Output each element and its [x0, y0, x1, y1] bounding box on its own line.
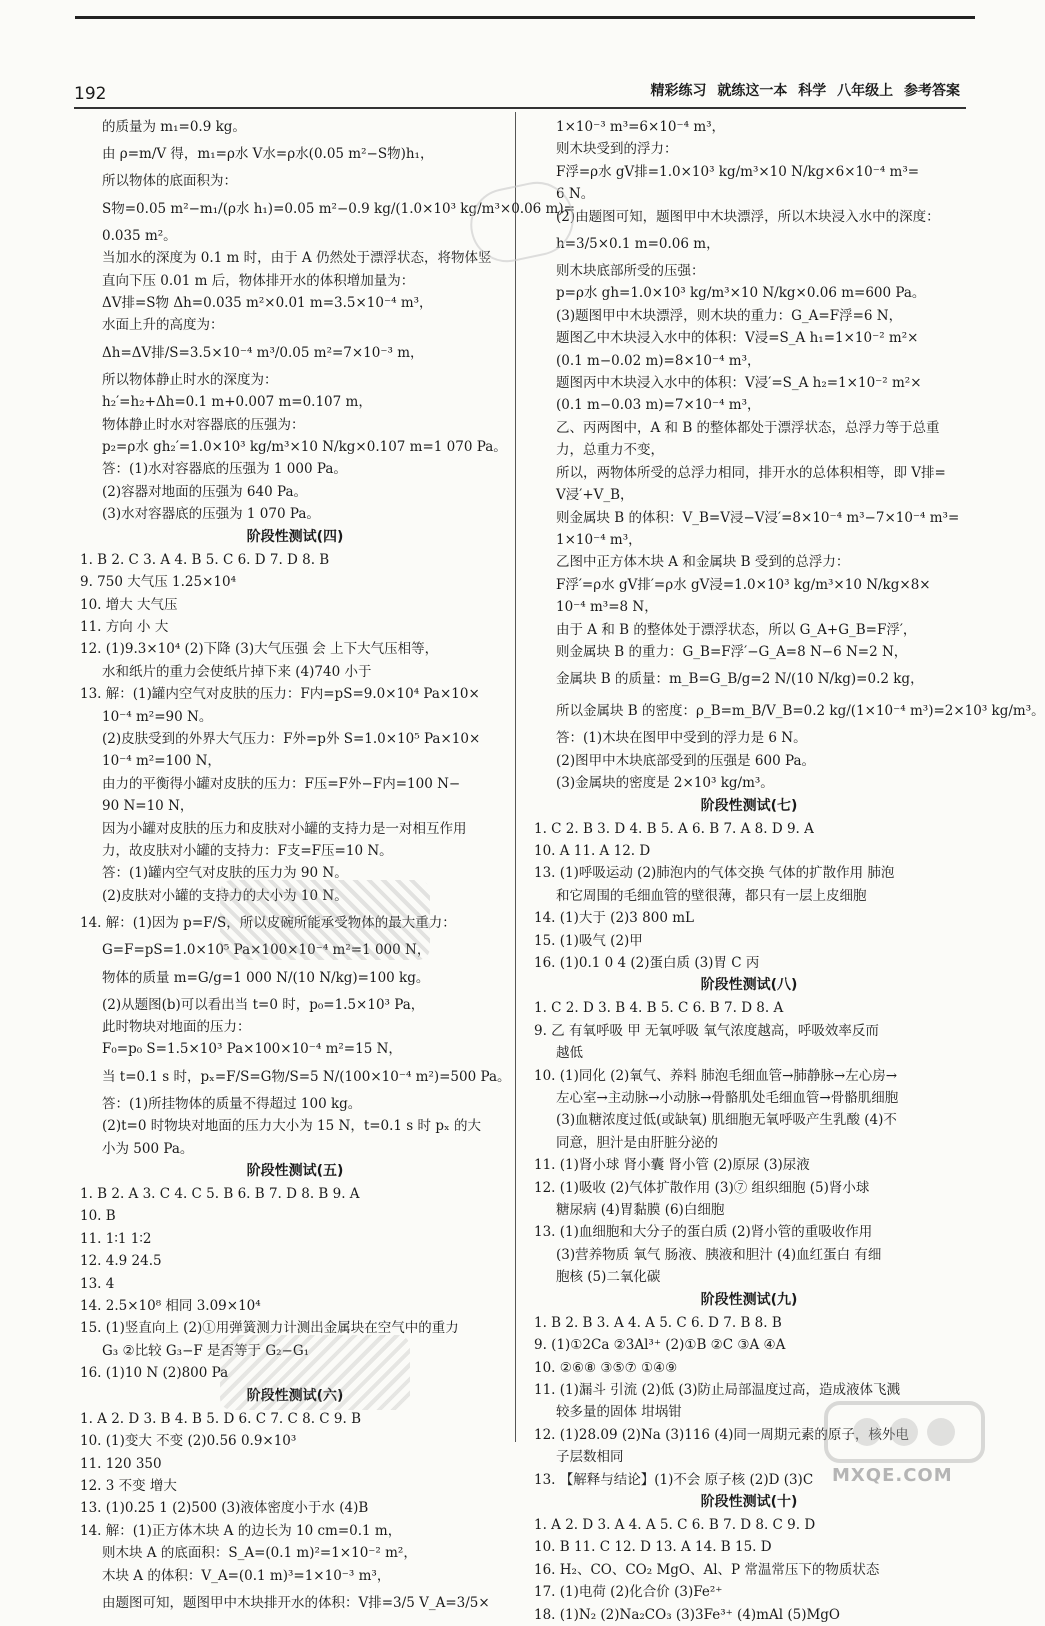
answer-line: (2)容器对地面的压强为 640 Pa。	[102, 483, 307, 500]
answer-line: 6 N。	[556, 186, 595, 203]
answer-line: 10. ②⑥⑧ ③⑤⑦ ①④⑨	[534, 1359, 678, 1376]
answer-line: ΔV排=S物 Δh=0.035 m²×0.01 m=3.5×10⁻⁴ m³，	[102, 295, 433, 312]
answer-line: 14. 解：(1)因为 p=F/S，所以皮碗所能承受物体的最大重力：	[80, 915, 456, 932]
answer-line: 较多量的固体 坩埚钳	[556, 1404, 682, 1421]
answer-line: 力，总重力不变，	[556, 442, 664, 459]
answer-line: 则木块 A 的底面积：S_A=(0.1 m)²=1×10⁻² m²，	[102, 1545, 417, 1562]
answer-line: 12. (1)9.3×10⁴ (2)下降 (3)大气压强 会 上下大气压相等，	[80, 641, 439, 658]
column-divider	[515, 112, 516, 1442]
answer-line: (2)从题图(b)可以看出当 t=0 时，p₀=1.5×10³ Pa，	[102, 996, 425, 1013]
answer-line: S物=0.05 m²−m₁/(ρ水 h₁)=0.05 m²−0.9 kg/(1.0×10³ kg/m³×0.06 m)=	[102, 200, 575, 217]
answer-line: Δh=ΔV排/S=3.5×10⁻⁴ m³/0.05 m²=7×10⁻³ m，	[102, 344, 424, 361]
answer-line: 10. A 11. A 12. D	[534, 842, 651, 859]
answer-line: 答：(1)水对容器底的压强为 1 000 Pa。	[102, 461, 347, 478]
answer-line: 则金属块 B 的体积：V_B=V浸−V浸′=8×10⁻⁴ m³−7×10⁻⁴ m³=	[556, 509, 960, 526]
answer-line: 当加水的深度为 0.1 m 时，由于 A 仍然处于漂浮状态，将物体竖	[102, 250, 492, 267]
answer-line: 小为 500 Pa。	[102, 1140, 194, 1157]
answer-line: 90 N=10 N，	[102, 798, 194, 815]
answer-line: V浸′+V_B，	[556, 487, 634, 504]
answer-line: 1. B 2. A 3. C 4. C 5. B 6. B 7. D 8. B 9. A	[80, 1186, 360, 1203]
answer-line: 12. 3 不变 增大	[80, 1477, 177, 1494]
answer-line: 则金属块 B 的重力：G_B=F浮′−G_A=8 N−6 N=2 N，	[556, 643, 908, 660]
answer-line: 左心室→主动脉→小动脉→骨骼肌处毛细血管→骨骼肌细胞	[556, 1090, 899, 1107]
answer-line: 13. 4	[80, 1275, 115, 1292]
answer-line: (2)由题图可知，题图甲中木块漂浮，所以木块浸入水中的深度：	[556, 208, 940, 225]
section-heading: 阶段性测试(八)	[700, 977, 798, 994]
answer-line: 由力的平衡得小罐对皮肤的压力：F压=F外−F内=100 N−	[102, 775, 461, 792]
answer-line: G=F=pS=1.0×10⁵ Pa×100×10⁻⁴ m²=1 000 N，	[102, 942, 431, 959]
answer-line: 1. B 2. C 3. A 4. B 5. C 6. D 7. D 8. B	[80, 551, 330, 568]
answer-line: 14. 2.5×10⁸ 相同 3.09×10⁴	[80, 1298, 261, 1315]
watermark-bottom	[220, 1335, 410, 1410]
answer-line: (3)金属块的密度是 2×10³ kg/m³。	[556, 775, 774, 792]
answer-line: 水和纸片的重力会使纸片掉下来 (4)740 小于	[102, 663, 372, 680]
answer-line: 10. (1)变大 不变 (2)0.56 0.9×10³	[80, 1433, 297, 1450]
section-heading: 阶段性测试(九)	[700, 1291, 798, 1308]
answer-line: 13. (1)呼吸运动 (2)肺泡内的气体交换 气体的扩散作用 肺泡	[534, 865, 895, 882]
answer-line: 12. (1)吸收 (2)气体扩散作用 (3)⑦ 组织细胞 (5)肾小球	[534, 1179, 870, 1196]
answer-line: 则木块底部所受的压强：	[556, 263, 705, 280]
answer-line: p₂=ρ水 gh₂′=1.0×10³ kg/m³×10 N/kg×0.107 m=1 070 Pa。	[102, 439, 507, 456]
answer-line: 9. 乙 有氧呼吸 甲 无氧呼吸 氧气浓度越高，呼吸效率反而	[534, 1022, 879, 1039]
answer-line: F浮′=ρ水 gV排′=ρ水 gV浸=1.0×10³ kg/m³×10 N/kg×8×	[556, 576, 931, 593]
answer-line: G₃ ②比较 G₃−F 是否等于 G₂−G₁	[102, 1342, 310, 1359]
answer-line: 10⁻⁴ m³=8 N，	[556, 599, 658, 616]
answer-line: 由题图可知，题图甲中木块排开水的体积：V排=3/5 V_A=3/5×	[102, 1594, 490, 1611]
header-rule	[74, 107, 966, 109]
answer-line: 12. (1)28.09 (2)Na (3)116 (4)同一周期元素的原子，核外电	[534, 1426, 909, 1443]
answer-line: 10. (1)同化 (2)氧气、养料 肺泡毛细血管→肺静脉→左心房→	[534, 1067, 898, 1084]
answer-line: 12. 4.9 24.5	[80, 1253, 162, 1270]
site-logo-text: MXQE.COM	[832, 1465, 953, 1486]
answer-line: 答：(1)所挂物体的质量不得超过 100 kg。	[102, 1095, 362, 1112]
answer-line: 15. (1)吸气 (2)甲	[534, 932, 643, 949]
answer-line: 子层数相同	[556, 1449, 624, 1466]
answer-line: 16. H₂、CO、CO₂ MgO、Al、P 常温常压下的物质状态	[534, 1561, 880, 1578]
answer-line: 越低	[556, 1045, 583, 1062]
answer-line: (3)题图甲中木块漂浮，则木块的重力：G_A=F浮=6 N，	[556, 307, 903, 324]
watermark-middle	[220, 880, 430, 960]
answer-line: 17. (1)电荷 (2)化合价 (3)Fe²⁺	[534, 1584, 723, 1601]
answer-line: 11. 1∶1 1∶2	[80, 1230, 152, 1247]
site-logo	[822, 1395, 987, 1475]
answer-line: 10⁻⁴ m²=100 N，	[102, 753, 221, 770]
answer-line: 乙、丙两图中，A 和 B 的整体都处于漂浮状态，总浮力等于总重	[556, 419, 940, 436]
answer-line: 11. 120 350	[80, 1455, 162, 1472]
running-header: 精彩练习 就练这一本 科学 八年级上 参考答案	[650, 83, 960, 99]
answer-line: h₂′=h₂+Δh=0.1 m+0.007 m=0.107 m，	[102, 394, 372, 411]
answer-line: 此时物块对地面的压力：	[102, 1019, 251, 1035]
answer-line: 13. (1)血细胞和大分子的蛋白质 (2)肾小管的重吸收作用	[534, 1224, 873, 1241]
answer-line: 乙图中正方体木块 A 和金属块 B 受到的总浮力：	[556, 554, 850, 571]
answer-line: 由 ρ=m/V 得，m₁=ρ水 V水=ρ水(0.05 m²−S物)h₁，	[102, 146, 434, 163]
answer-line: 1. C 2. D 3. B 4. B 5. C 6. B 7. D 8. A	[534, 1000, 784, 1017]
answer-line: 16. (1)10 N (2)800 Pa	[80, 1365, 229, 1382]
answer-line: 当 t=0.1 s 时，pₓ=F/S=G物/S=5 N/(100×10⁻⁴ m²)=500 Pa。	[102, 1068, 511, 1085]
answer-line: 13. 【解释与结论】(1)不会 原子核 (2)D (3)C	[534, 1471, 814, 1488]
answer-line: 1. B 2. B 3. A 4. A 5. C 6. D 7. B 8. B	[534, 1314, 782, 1331]
answer-line: 1. A 2. D 3. A 4. A 5. C 6. B 7. D 8. C 9. D	[534, 1516, 816, 1533]
answer-line: (2)图甲中木块底部受到的压强是 600 Pa。	[556, 752, 815, 769]
answer-line: 10. 增大 大气压	[80, 596, 178, 613]
answer-line: F浮=ρ水 gV排=1.0×10³ kg/m³×10 N/kg×6×10⁻⁴ m³=	[556, 163, 920, 180]
answer-line: 16. (1)0.1 0 4 (2)蛋白质 (3)胃 C 丙	[534, 955, 760, 971]
answer-line: 答：(1)木块在图甲中受到的浮力是 6 N。	[556, 730, 807, 747]
answer-line: 1×10⁻⁴ m³，	[556, 531, 642, 548]
top-rule	[75, 16, 975, 19]
answer-line: 所以，两物体所受的总浮力相同，排开水的总体积相等，即 V排=	[556, 464, 946, 481]
answer-line: 14. (1)大于 (2)3 800 mL	[534, 910, 695, 927]
answer-line: 所以物体的底面积为：	[102, 173, 237, 190]
answer-line: 金属块 B 的质量：m_B=G_B/g=2 N/(10 N/kg)=0.2 kg，	[556, 671, 924, 688]
answer-line: 14. 解：(1)正方体木块 A 的边长为 10 cm=0.1 m，	[80, 1522, 402, 1539]
answer-line: 则木块受到的浮力：	[556, 141, 678, 158]
answer-line: 因为小罐对皮肤的压力和皮肤对小罐的支持力是一对相互作用	[102, 820, 467, 837]
section-heading: 阶段性测试(七)	[700, 797, 798, 814]
answer-line: 的质量为 m₁=0.9 kg。	[102, 119, 246, 135]
answer-line: 1×10⁻³ m³=6×10⁻⁴ m³，	[556, 119, 726, 135]
answer-line: (2)皮肤受到的外界大气压力：F外=p外 S=1.0×10⁵ Pa×10×	[102, 730, 481, 747]
answer-line: 答：(1)罐内空气对皮肤的压力为 90 N。	[102, 865, 348, 882]
answer-line: (0.1 m−0.02 m)=8×10⁻⁴ m³，	[556, 352, 761, 369]
answer-line: (3)水对容器底的压强为 1 070 Pa。	[102, 506, 320, 523]
answer-line: 由于 A 和 B 的整体处于漂浮状态，所以 G_A+G_B=F浮′，	[556, 621, 917, 638]
page-number: 192	[74, 84, 107, 104]
answer-line: 9. 750 大气压 1.25×10⁴	[80, 574, 236, 591]
section-heading: 阶段性测试(五)	[246, 1163, 344, 1180]
answer-line: 11. (1)漏斗 引流 (2)低 (3)防止局部温度过高，造成液体飞溅	[534, 1381, 901, 1398]
answer-line: p=ρ水 gh=1.0×10³ kg/m³×10 N/kg×0.06 m=600 Pa。	[556, 285, 926, 302]
answer-line: h=3/5×0.1 m=0.06 m，	[556, 236, 720, 253]
answer-line: (0.1 m−0.03 m)=7×10⁻⁴ m³，	[556, 397, 761, 414]
answer-line: 1. C 2. B 3. D 4. B 5. A 6. B 7. A 8. D 9. A	[534, 820, 814, 837]
answer-line: 10. B	[80, 1208, 116, 1225]
answer-line: 15. (1)竖直向上 (2)①用弹簧测力计测出金属块在空气中的重力	[80, 1320, 459, 1337]
answer-line: 13. (1)0.25 1 (2)500 (3)液体密度小于水 (4)B	[80, 1500, 369, 1517]
answer-line: 11. (1)肾小球 肾小囊 肾小管 (2)原尿 (3)尿液	[534, 1157, 810, 1174]
answer-line: (3)血糖浓度过低(或缺氧) 肌细胞无氧呼吸产生乳酸 (4)不	[556, 1112, 897, 1129]
answer-line: 题图丙中木块浸入水中的体积：V浸′=S_A h₂=1×10⁻² m²×	[556, 375, 922, 392]
section-heading: 阶段性测试(十)	[700, 1493, 798, 1510]
answer-line: 18. (1)N₂ (2)Na₂CO₃ (3)3Fe³⁺ (4)mAl (5)MgO	[534, 1606, 840, 1623]
answer-line: 9. (1)①2Ca ②3Al³⁺ (2)①B ②C ③A ④A	[534, 1337, 786, 1354]
answer-line: 水面上升的高度为：	[102, 317, 224, 334]
answer-line: 0.035 m²。	[102, 227, 177, 244]
answer-line: 同意，胆汁是由肝脏分泌的	[556, 1134, 718, 1151]
answer-line: (3)营养物质 氧气 肠液、胰液和胆汁 (4)血红蛋白 有细	[556, 1246, 882, 1263]
answer-line: 力，故皮肤对小罐的支持力：F支=F压=10 N。	[102, 842, 393, 859]
answer-line: 所以物体静止时水的深度为：	[102, 371, 278, 388]
answer-line: 物体的质量 m=G/g=1 000 N/(10 N/kg)=100 kg。	[102, 969, 430, 986]
answer-line: 胞核 (5)二氧化碳	[556, 1269, 661, 1286]
answer-line: 糖尿病 (4)胃黏膜 (6)白细胞	[556, 1202, 725, 1219]
answer-line: 10. B 11. C 12. D 13. A 14. B 15. D	[534, 1539, 772, 1556]
answer-line: 木块 A 的体积：V_A=(0.1 m)³=1×10⁻³ m³，	[102, 1567, 391, 1584]
answer-line: 题图乙中木块浸入水中的体积：V浸=S_A h₁=1×10⁻² m²×	[556, 330, 919, 347]
section-heading: 阶段性测试(四)	[246, 528, 344, 545]
answer-line: 10⁻⁴ m²=90 N。	[102, 708, 213, 725]
section-heading: 阶段性测试(六)	[246, 1387, 344, 1404]
answer-line: 直向下压 0.01 m 后，物体排开水的体积增加量为：	[102, 272, 415, 289]
answer-line: 所以金属块 B 的密度：ρ_B=m_B/V_B=0.2 kg/(1×10⁻⁴ m³)=2×10³ kg/m³。	[556, 703, 1045, 720]
answer-line: 11. 方向 小 大	[80, 618, 169, 635]
answer-line: 和它周围的毛细血管的壁很薄，都只有一层上皮细胞	[556, 887, 867, 904]
answer-line: F₀=p₀ S=1.5×10³ Pa×100×10⁻⁴ m²=15 N，	[102, 1041, 402, 1058]
answer-line: 1. A 2. D 3. B 4. B 5. D 6. C 7. C 8. C 9. B	[80, 1410, 362, 1427]
answer-line: (2)t=0 时物块对地面的压力大小为 15 N，t=0.1 s 时 pₓ 的大	[102, 1118, 481, 1135]
answer-line: 13. 解：(1)罐内空气对皮肤的压力：F内=pS=9.0×10⁴ Pa×10×	[80, 686, 480, 703]
answer-line: (2)皮肤对小罐的支持力的大小为 10 N。	[102, 887, 348, 904]
answer-line: 物体静止时水对容器底的压强为：	[102, 416, 305, 433]
